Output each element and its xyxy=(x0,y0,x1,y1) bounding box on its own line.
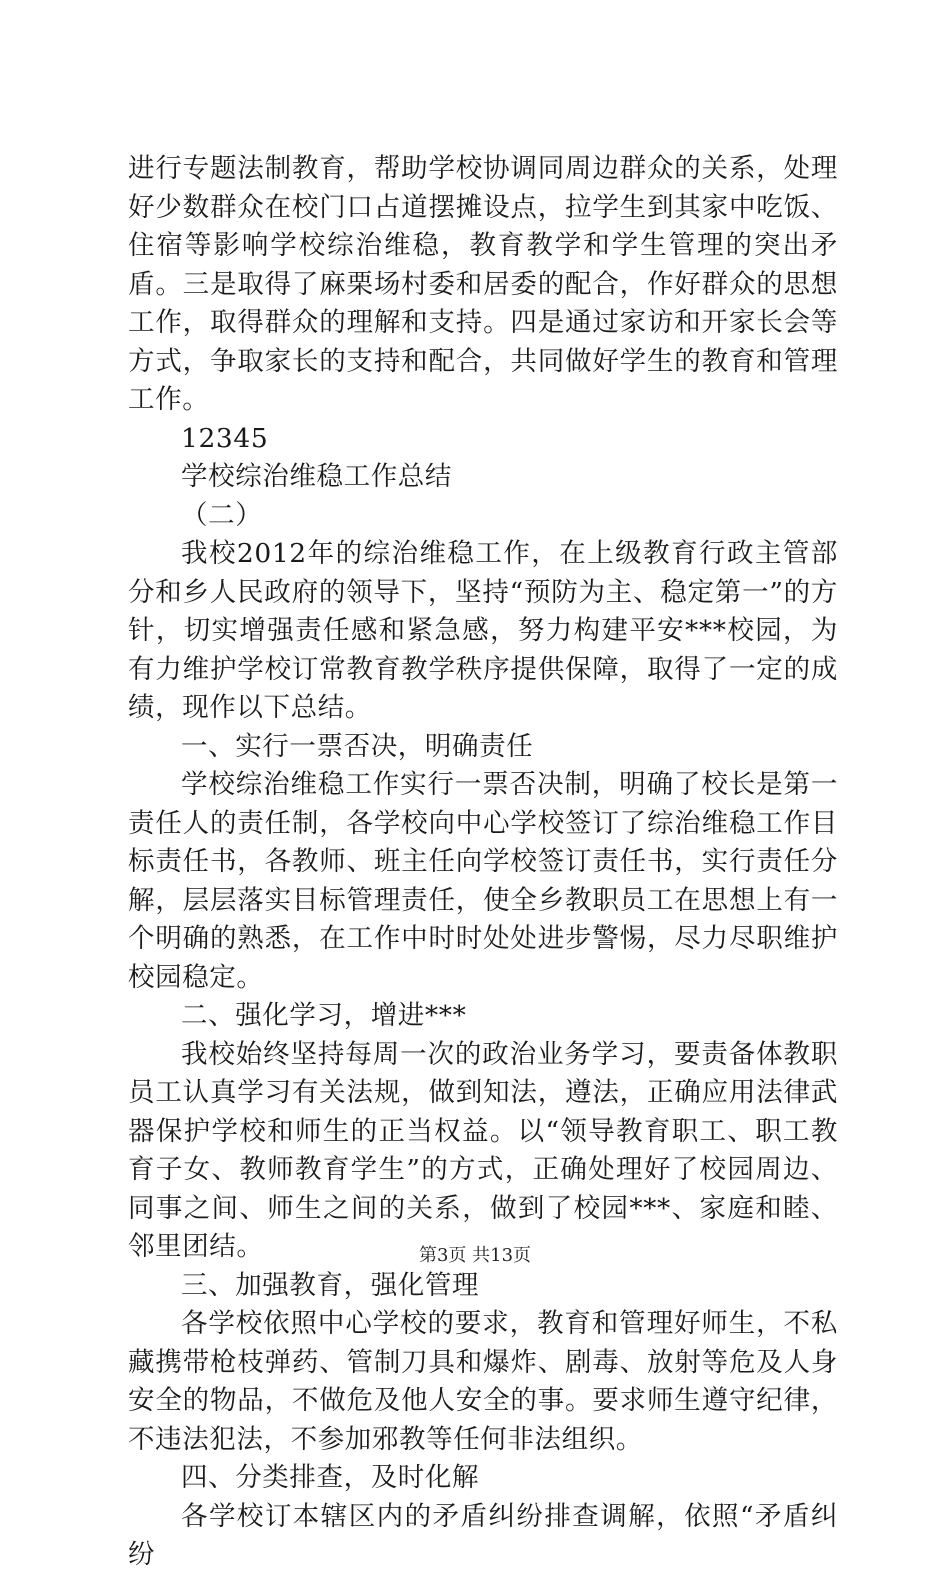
paragraph-section-4: 各学校订本辖区内的矛盾纠纷排查调解，依照“矛盾纠纷 xyxy=(128,1500,838,1570)
document-title: 学校综治维稳工作总结 xyxy=(181,461,452,492)
page-number-text: 12345 xyxy=(181,422,269,454)
paragraph-section-1: 学校综治维稳工作实行一票否决制，明确了校长是第一责任人的责任制，各学校向中心学校签订了综治维稳工作目标责任书，各教师、班主任向学校签订责任书，实行责任分解，层层落实目标管理责任，使全乡教职员工在思想上有一个明确的熟悉，在工作中时时处处进步警惕，尽力尽职维护校园稳定。 xyxy=(128,769,838,993)
page-footer: 第3页 共13页 xyxy=(418,1245,532,1266)
document-body xyxy=(128,150,838,1575)
section-heading-2: 二、强化学习，增进*** xyxy=(181,1000,467,1031)
paragraph-section-3: 各学校依照中心学校的要求，教育和管理好师生，不私藏携带枪枝弹药、管制刀具和爆炸、剧毒、放射等危及人身安全的物品，不做危及他人安全的事。要求师生遵守纪律，不违法犯法，不参加邪教等任何非法组织。 xyxy=(128,1308,838,1455)
section-heading-3: 三、加强教育，强化管理 xyxy=(181,1269,480,1301)
section-heading-1: 一、实行一票否决，明确责任 xyxy=(181,730,534,762)
document-subtitle: （二） xyxy=(181,499,263,531)
section-heading-4: 四、分类排查，及时化解 xyxy=(181,1462,480,1493)
paragraph-section-2: 我校始终坚持每周一次的政治业务学习，要责备体教职员工认真学习有关法规，做到知法，遵法，正确应用法律武器保护学校和师生的正当权益。以“领导教育职工、职工教育子女、教师教育学生”的方式，正确处理好了校园周边、同事之间、师生之间的关系，做到了校园***、家庭和睦、邻里团结。 xyxy=(128,1038,838,1262)
paragraph-intro: 我校2012年的综治维稳工作，在上级教育行政主管部分和乡人民政府的领导下，坚持“预防为主、稳定第一”的方针，切实增强责任感和紧急感，努力构建平安***校园，为有力维护学校订常教育教学秩序提供保障，取得了一定的成绩，现作以下总结。 xyxy=(128,538,838,723)
paragraph-continued: 进行专题法制教育，帮助学校协调同周边群众的关系，处理好少数群众在校门口占道摆摊设点，拉学生到其家中吃饭、住宿等影响学校综治维稳，教育教学和学生管理的突出矛盾。三是取得了麻栗场村委和居委的配合，作好群众的思想工作，取得群众的理解和支持。四是通过家访和开家长会等方式，争取家长的支持和配合，共同做好学生的教育和管理工作。 xyxy=(128,153,838,415)
